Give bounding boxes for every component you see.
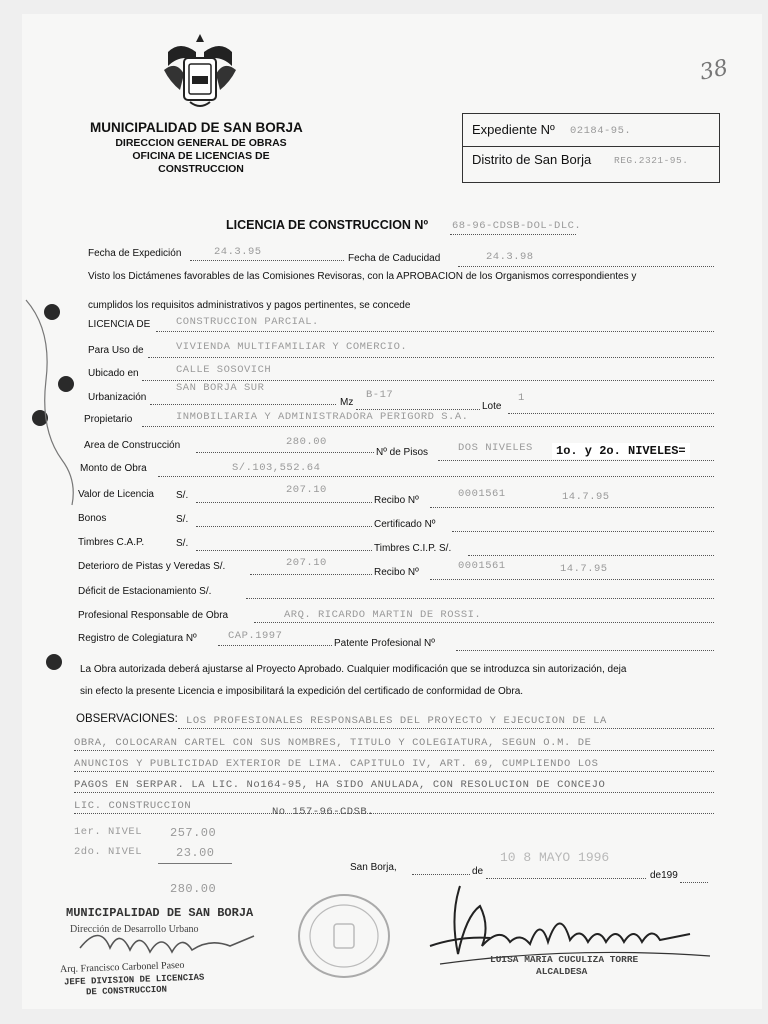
org-line: DIRECCION GENERAL DE OBRAS: [115, 137, 287, 149]
dotted-line: [250, 574, 372, 575]
expedicion-label: Fecha de Expedición: [88, 248, 182, 259]
dotted-line: [148, 357, 714, 358]
distrito-label: Distrito de San Borja: [472, 152, 592, 167]
dotted-line: [196, 502, 372, 503]
monto-label: Monto de Obra: [80, 463, 147, 474]
profesional-value: ARQ. RICARDO MARTIN DE ROSSI.: [284, 609, 482, 621]
observaciones-text: LIC. CONSTRUCCION: [74, 800, 192, 812]
notice-text: sin efecto la presente Licencia e imposibilitará la expedición del certificado de conformidad de Obra.: [80, 686, 524, 697]
municipal-seal-icon: [296, 892, 392, 980]
pisos-value: DOS NIVELES: [458, 442, 533, 454]
area-value: 280.00: [286, 436, 327, 448]
dotted-line: [150, 404, 336, 405]
observaciones-text: PAGOS EN SERPAR. LA LIC. No164-95, HA SIDO ANULADA, CON RESOLUCION DE CONCEJO: [74, 779, 606, 791]
ubicado-value: CALLE SOSOVICH: [176, 364, 272, 376]
pisos-extra: 1o. y 2o. NIVELES=: [552, 443, 690, 459]
stamp-org: MUNICIPALIDAD DE SAN BORJA: [66, 906, 254, 920]
mz-value: B-17: [366, 389, 394, 401]
recibo2-date: 14.7.95: [560, 563, 608, 575]
org-line: OFICINA DE LICENCIAS DE: [132, 150, 270, 162]
valor-label: Valor de Licencia: [78, 489, 154, 500]
deterioro-value: 207.10: [286, 557, 327, 569]
lote-label: Lote: [482, 401, 502, 412]
dotted-line: [450, 234, 576, 235]
dotted-line: [74, 813, 714, 814]
de-label: de: [472, 866, 484, 877]
deterioro-label: Deterioro de Pistas y Veredas S/.: [78, 561, 226, 572]
signer-title: ALCALDESA: [536, 966, 588, 977]
nivel-label: 2do. NIVEL: [74, 846, 143, 858]
stamp-arq: Arq. Francisco Carbonel Paseo: [59, 959, 185, 976]
monto-value: S/.103,552.64: [232, 462, 321, 474]
stamp-division: DE CONSTRUCCION: [85, 984, 168, 998]
date-stamp: 10 8 MAYO 1996: [500, 850, 610, 865]
sum-line: [158, 863, 232, 864]
observaciones-text: No 157-96-CDSB.: [272, 806, 375, 818]
observaciones-text: OBRA, COLOCARAN CARTEL CON SUS NOMBRES, TITULO Y COLEGIATURA, SEGUN O.M. DE: [74, 737, 592, 749]
caducidad-label: Fecha de Caducidad: [348, 253, 441, 264]
urb-value: SAN BORJA SUR: [176, 382, 265, 394]
dotted-line: [142, 380, 714, 381]
dotted-line: [196, 526, 372, 527]
colegiatura-label: Registro de Colegiatura Nº: [78, 633, 197, 644]
bonos-label: Bonos: [78, 513, 107, 524]
dotted-line: [430, 579, 714, 580]
expedicion-value: 24.3.95: [214, 246, 262, 258]
dotted-line: [452, 531, 714, 532]
org-subtitle: [96, 137, 306, 176]
org-line: CONSTRUCCION: [158, 163, 244, 175]
dotted-line: [196, 550, 372, 551]
dotted-line: [458, 266, 714, 267]
observaciones-text: LOS PROFESIONALES RESPONSABLES DEL PROYECTO Y EJECUCION DE LA: [186, 715, 607, 727]
nivel-label: 1er. NIVEL: [74, 826, 143, 838]
propietario-value: INMOBILIARIA Y ADMINISTRADORA PERIGORD S.A.: [176, 411, 469, 423]
stamp-direccion: Dirección de Desarrollo Urbano: [70, 924, 199, 935]
dotted-line: [196, 452, 374, 453]
license-number: 68-96-CDSB-DOL-DLC.: [452, 220, 582, 232]
page-number-mark: 38: [697, 55, 731, 86]
punch-hole: [46, 654, 62, 670]
dotted-line: [158, 476, 714, 477]
dotted-line: [74, 771, 714, 772]
dotted-line: [430, 507, 714, 508]
recibo1-value: 0001561: [458, 488, 506, 500]
intro-text: cumplidos los requisitos administrativos y pagos pertinentes, se concede: [88, 300, 411, 311]
dotted-line: [246, 598, 714, 599]
dotted-line: [468, 555, 714, 556]
dotted-line: [254, 622, 714, 623]
nivel-value: 257.00: [170, 826, 217, 840]
expediente-value: 02184-95.: [570, 125, 632, 137]
dotted-line: [74, 792, 714, 793]
timbres-cap-label: Timbres C.A.P.: [78, 537, 145, 548]
profesional-label: Profesional Responsable de Obra: [78, 610, 229, 621]
dotted-line: [508, 413, 714, 414]
dotted-line: [178, 728, 714, 729]
nivel-value: 23.00: [176, 846, 215, 860]
ubicado-label: Ubicado en: [88, 368, 139, 379]
stamp-jefe: JEFE DIVISION DE LICENCIAS: [63, 972, 205, 988]
license-title: LICENCIA DE CONSTRUCCION Nº: [226, 218, 429, 232]
notice-text: La Obra autorizada deberá ajustarse al Proyecto Aprobado. Cualquier modificación que se introduzca sin autorización, deja: [80, 664, 627, 675]
valor-soles: S/.: [176, 490, 189, 501]
dotted-line: [438, 460, 714, 461]
dotted-line: [142, 426, 714, 427]
dotted-line: [190, 260, 344, 261]
uso-value: VIVIENDA MULTIFAMILIAR Y COMERCIO.: [176, 341, 408, 353]
box-divider: [462, 146, 720, 147]
recibo1-label: Recibo Nº: [374, 495, 419, 506]
certificado-label: Certificado Nº: [374, 519, 436, 530]
recibo2-value: 0001561: [458, 560, 506, 572]
intro-text: Visto los Dictámenes favorables de las Comisiones Revisoras, con la APROBACION de los Organismos correspondientes y: [88, 271, 637, 282]
distrito-value: REG.2321-95.: [614, 155, 689, 166]
valor-value: 207.10: [286, 484, 327, 496]
expediente-label: Expediente Nº: [472, 122, 555, 137]
recibo2-label: Recibo Nº: [374, 567, 419, 578]
caducidad-value: 24.3.98: [486, 251, 534, 263]
place-label: San Borja,: [350, 862, 397, 873]
urb-label: Urbanización: [88, 392, 147, 403]
propietario-label: Propietario: [84, 414, 133, 425]
patente-label: Patente Profesional Nº: [334, 638, 435, 649]
signer-name: LUISA MARIA CUCULIZA TORRE: [490, 954, 639, 965]
timbres-cap-soles: S/.: [176, 538, 189, 549]
org-name: MUNICIPALIDAD DE SAN BORJA: [90, 120, 303, 135]
dotted-line: [156, 331, 714, 332]
deficit-label: Déficit de Estacionamiento S/.: [78, 586, 212, 597]
area-label: Area de Construcción: [84, 440, 181, 451]
colegiatura-value: CAP.1997: [228, 630, 283, 642]
dotted-line: [356, 409, 480, 410]
timbres-cip-label: Timbres C.I.P. S/.: [374, 543, 452, 554]
dotted-line: [218, 645, 332, 646]
pisos-label: Nº de Pisos: [376, 447, 429, 458]
dotted-line: [456, 650, 714, 651]
recibo1-date: 14.7.95: [562, 491, 610, 503]
year-label: de199: [650, 870, 678, 881]
lote-value: 1: [518, 392, 525, 404]
observaciones-text: ANUNCIOS Y PUBLICIDAD EXTERIOR DE LIMA. CAPITULO IV, ART. 69, CUMPLIENDO LOS: [74, 758, 599, 770]
mz-label: Mz: [340, 397, 354, 408]
uso-label: Para Uso de: [88, 345, 144, 356]
dotted-line: [74, 750, 714, 751]
observaciones-label: OBSERVACIONES:: [76, 713, 178, 725]
nivel-total: 280.00: [170, 882, 217, 896]
licencia-value: CONSTRUCCION PARCIAL.: [176, 316, 319, 328]
licencia-label: LICENCIA DE: [88, 319, 151, 330]
bonos-soles: S/.: [176, 514, 189, 525]
coat-of-arms-icon: [160, 30, 240, 112]
dotted-line: [412, 874, 470, 875]
